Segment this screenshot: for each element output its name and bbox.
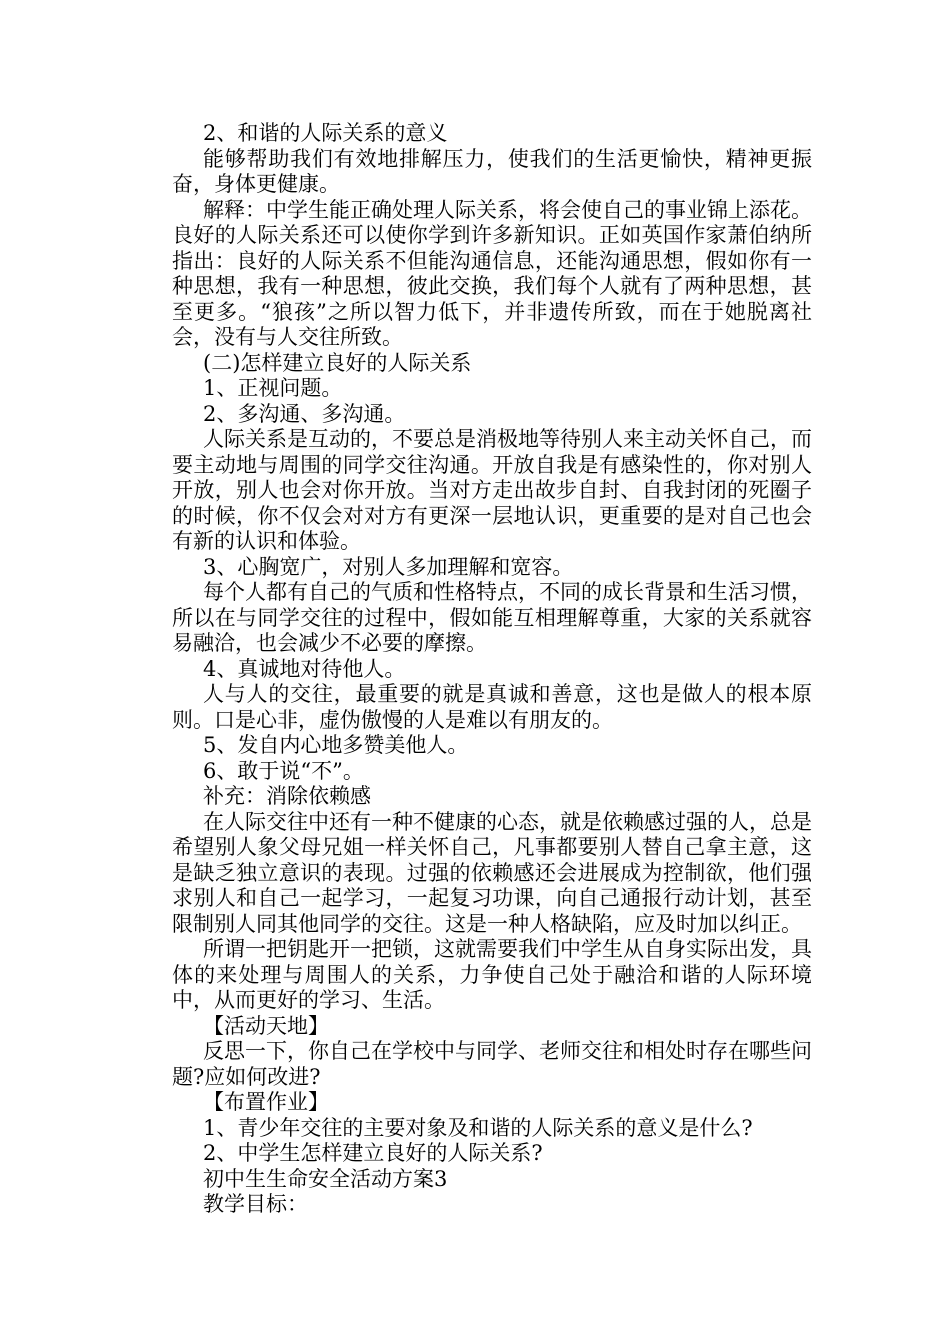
item-face-problems: 1、正视问题。 [203,376,343,400]
section-title-plan-3: 初中生生命安全活动方案3 [203,1166,448,1191]
paragraph-dependence: 在人际交往中还有一种不健康的心态，就是依赖感过强的人，总是希望别人象父母兄姐一样关怀自己，凡事都要别人替自己拿主意，这是缺乏独立意识的表现。过强的依赖感还会进展成为控制欲，他们强求别人和自己一起学习，一起复习功课，向自己通报行动计划，甚至限制别人同其他同学的交往。这是一种人格缺陷，应及时加以纠正。 [172,809,812,936]
paragraph-benefits: 能够帮助我们有效地排解压力，使我们的生活更愉快，精神更振奋，身体更健康。 [172,146,812,196]
homework-item-2: 2、中学生怎样建立良好的人际关系? [203,1141,543,1165]
heading-teaching-goals: 教学目标： [203,1192,308,1216]
paragraph-key-lock: 所谓一把钥匙开一把锁，这就需要我们中学生从自身实际出发，具体的来处理与周围人的关系，力争使自己处于融洽和谐的人际环境中，从而更好的学习、生活。 [172,937,812,1012]
document-body [172,121,812,1218]
paragraph-interaction: 人际关系是互动的，不要总是消极地等待别人来主动关怀自己，而要主动地与周围的同学交往沟通。开放自我是有感染性的，你对别人开放，别人也会对你开放。当对方走出故步自封、自我封闭的死圈子的时候，你不仅会对对方有更深一层地认识，更重要的是对自己也会有新的认识和体验。 [172,427,812,553]
paragraph-reflection: 反思一下，你自己在学校中与同学、老师交往和相处时存在哪些问题?应如何改进? [172,1039,812,1089]
item-say-no: 6、敢于说“不”。 [203,758,364,783]
item-communicate: 2、多沟通、多沟通。 [203,401,406,426]
paragraph-sincerity: 人与人的交往，最重要的就是真诚和善意，这也是做人的根本原则。口是心非，虚伪傲慢的人是难以有朋友的。 [172,682,812,732]
heading-homework: 【布置作业】 [203,1090,329,1114]
item-sincerity: 4、真诚地对待他人。 [203,656,406,681]
item-broad-minded: 3、心胸宽广，对别人多加理解和宽容。 [203,554,574,579]
heading-build-relations: (二)怎样建立良好的人际关系 [203,350,472,375]
paragraph-personality: 每个人都有自己的气质和性格特点，不同的成长背景和生活习惯，所以在与同学交往的过程中，假如能互相理解尊重，大家的关系就容易融洽，也会减少不必要的摩擦。 [172,580,812,655]
heading-harmony-meaning: 2、和谐的人际关系的意义 [203,121,448,145]
paragraph-explanation: 解释：中学生能正确处理人际关系，将会使自己的事业锦上添花。良好的人际关系还可以使你学到许多新知识。正如英国作家萧伯纳所指出：良好的人际关系不但能沟通信息，还能沟通思想，假如你有一种思想，我有一种思想，彼此交换，我们每个人就有了两种思想，甚至更多。“狼孩”之所以智力低下，并非遗传所致，而在于她脱离社会，没有与人交往所致。 [172,197,812,349]
homework-item-1: 1、青少年交往的主要对象及和谐的人际关系的意义是什么? [203,1115,753,1140]
item-praise: 5、发自内心地多赞美他人。 [203,733,469,757]
heading-supplement: 补充：消除依赖感 [203,784,371,808]
heading-activity: 【活动天地】 [203,1013,329,1038]
